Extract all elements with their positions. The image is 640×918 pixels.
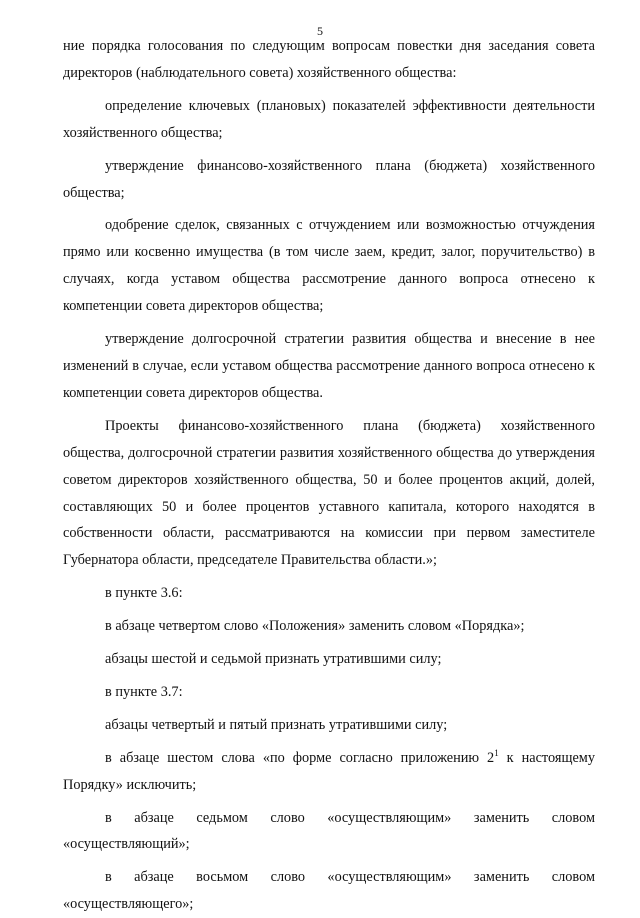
paragraph-sixth-abzac [63, 745, 595, 799]
paragraph-eighth-abzac: в абзаце восьмом слово «осуществляющим» заменить словом «осуществляющего»; [63, 869, 595, 913]
paragraph-kpi: определение ключевых (плановых) показателей эффективности деятельности хозяйственного общества; [63, 97, 595, 141]
text-before-sup: в абзаце шестом слова «по форме согласно приложению 2 [105, 749, 495, 766]
text-after-sup: к настоящему Порядку» исключить; [63, 749, 595, 793]
superscript: 1 [494, 747, 499, 758]
paragraph-replace-word: в абзаце четвертом слово «Положения» заменить словом «Порядка»; [105, 618, 525, 635]
paragraph-clause-3-6: в пункте 3.6: [105, 585, 183, 602]
paragraph-clause-3-7: в пункте 3.7: [105, 683, 183, 700]
paragraph-repeal-4-5: абзацы четвертый и пятый признать утратившими силу; [105, 716, 448, 733]
paragraph-seventh-abzac: в абзаце седьмом слово «осуществляющим» заменить словом «осуществляющий»; [63, 809, 595, 853]
paragraph-repeal-6-7: абзацы шестой и седьмой признать утратившими силу; [105, 651, 442, 668]
page-number: 5 [317, 24, 323, 38]
paragraph-transactions: одобрение сделок, связанных с отчуждением или возможностью отчуждения прямо или косвенно имущества (в том числе заем, кредит, залог, поручительство) в случаях, когда уставом общества рассмотрение данного вопроса отнесено к компетенции совета директоров общества; [63, 217, 595, 315]
paragraph-drafts-review: Проекты финансово-хозяйственного плана (бюджета) хозяйственного общества, долгосрочной стратегии развития хозяйственного общества до утверждения советом директоров хозяйственного общества, 50 и более процентов акций, долей, составляющих 50 и более процентов уставного капитала, которого находятся в собственности области, рассматриваются на комиссии при первом заместителе Губернатора области, председателе Правительства области.»; [63, 417, 595, 569]
paragraph-voting-procedure: ние порядка голосования по следующим вопросам повестки дня заседания совета директоров (наблюдательного совета) хозяйственного общества: [63, 38, 595, 81]
document-body [63, 33, 595, 918]
paragraph-budget-approval: утверждение финансово-хозяйственного плана (бюджета) хозяйственного общества; [63, 157, 595, 201]
paragraph-strategy: утверждение долгосрочной стратегии развития общества и внесение в нее изменений в случае, если уставом общества рассмотрение данного вопроса отнесено к компетенции совета директоров общества. [63, 331, 595, 401]
